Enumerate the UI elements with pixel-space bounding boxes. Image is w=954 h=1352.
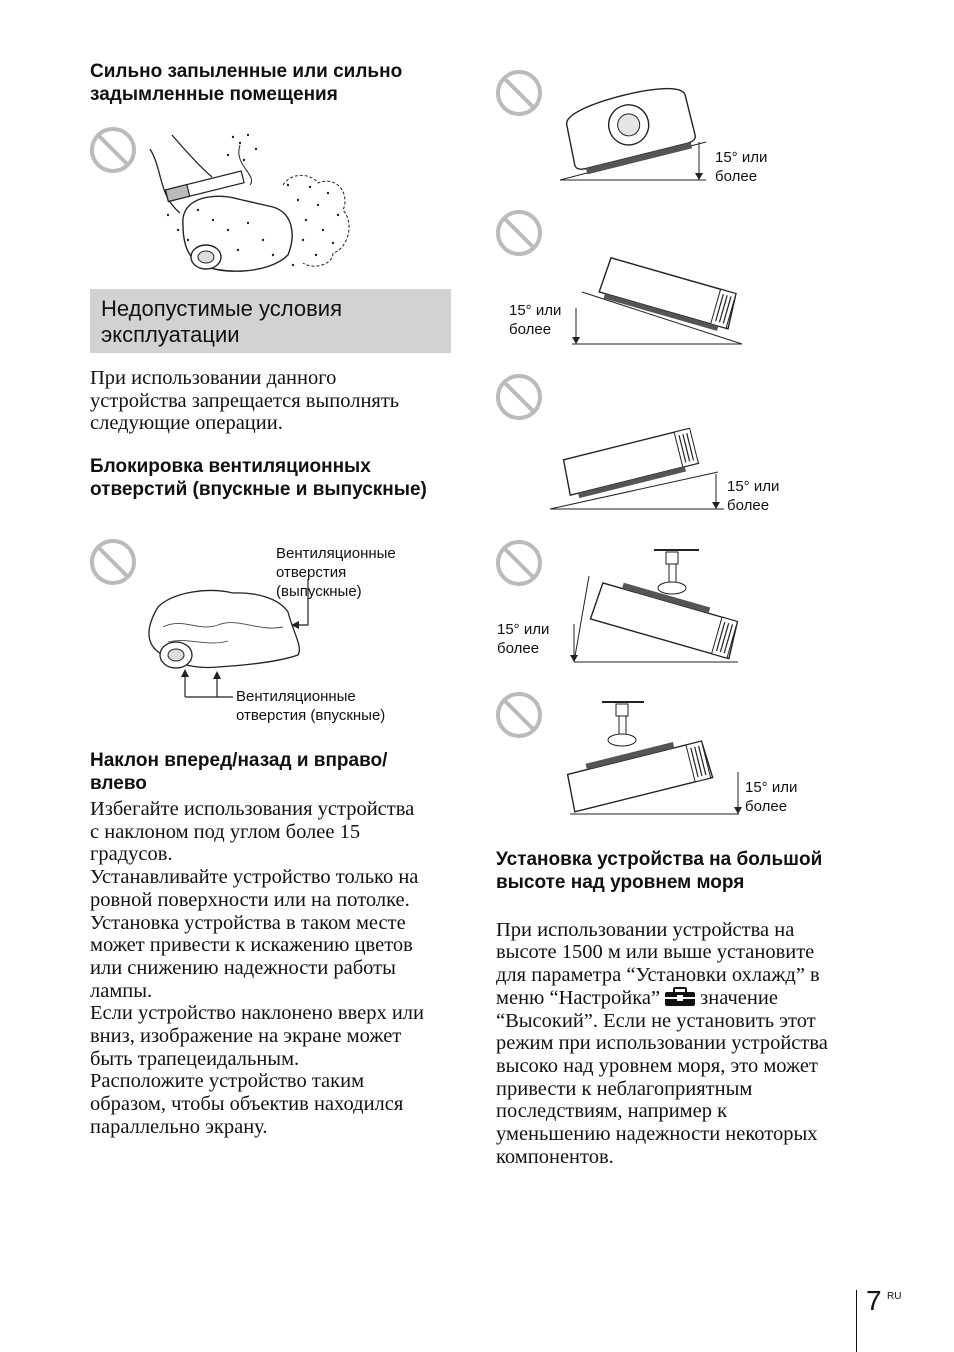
tilt-figure-5 — [494, 690, 749, 818]
prohibited-icon — [498, 212, 540, 254]
altitude-body — [496, 896, 866, 1191]
tilt-figure-1 — [494, 68, 714, 186]
angle-label-3: 15° или более — [727, 478, 780, 514]
angle-label-2: 15° или более — [509, 302, 562, 338]
altitude-body-part-2: значение — [700, 986, 778, 1009]
prohibited-icon — [498, 72, 540, 114]
altitude-body-part-3: “Высокий”. Если не установить этот режим при использовании устройства высоко над уровнем моря, это может привести к неблагоприятным последствиям, например к уменьшению надежности некоторых компонентов. — [496, 1009, 828, 1168]
page-number: 7 — [866, 1285, 882, 1316]
intro-text: При использовании данного устройства запрещается выполнять следующие операции. — [90, 367, 400, 435]
page-language: RU — [887, 1291, 902, 1302]
vent-heading: Блокировка вентиляционных отверстий (впускные и выпускные) — [90, 456, 427, 500]
tilt-figure-3 — [494, 372, 734, 512]
vent-exhaust-label: Вентиляционные отверстия (выпускные) — [276, 545, 396, 600]
smoke-dust-illustration — [88, 125, 358, 285]
setup-toolbox-icon — [664, 987, 696, 1007]
prohibited-icon — [498, 542, 540, 584]
angle-label-4: 15° или более — [497, 621, 550, 657]
prohibited-icon — [92, 129, 134, 171]
section-band: Недопустимые условия эксплуатации — [90, 289, 451, 353]
altitude-heading: Установка устройства на большой высоте над уровнем моря — [496, 849, 823, 893]
smoke-dust-heading: Сильно запыленные или сильно задымленные помещения — [90, 61, 403, 105]
vent-intake-label: Вентиляционные отверстия (впускные) — [236, 688, 386, 724]
prohibited-icon — [498, 376, 540, 418]
tilt-body: Избегайте использования устройства с наклоном под углом более 15 градусов. Устанавливайте устройство только на ровной поверхности или на потолке. Установка устройства в таком месте может привести к искажению цветов или снижению надежности работы лампы. Если устройство наклонено вверх или вниз, изображение на экране может быть трапецеидальным. Расположите устройство таким образом, чтобы объектив находился параллельно экрану. — [90, 798, 425, 1138]
angle-label-1: 15° или более — [715, 149, 768, 185]
prohibited-icon — [498, 694, 540, 736]
tilt-heading: Наклон вперед/назад и вправо/ влево — [90, 750, 388, 794]
page-divider — [856, 1290, 857, 1352]
altitude-body-part-1: При использовании устройства на высоте 1500 м или выше установите для параметра “Установки охлажд” в меню “Настройка” — [496, 918, 820, 1009]
angle-label-5: 15° или более — [745, 779, 798, 815]
prohibited-icon — [92, 541, 134, 583]
